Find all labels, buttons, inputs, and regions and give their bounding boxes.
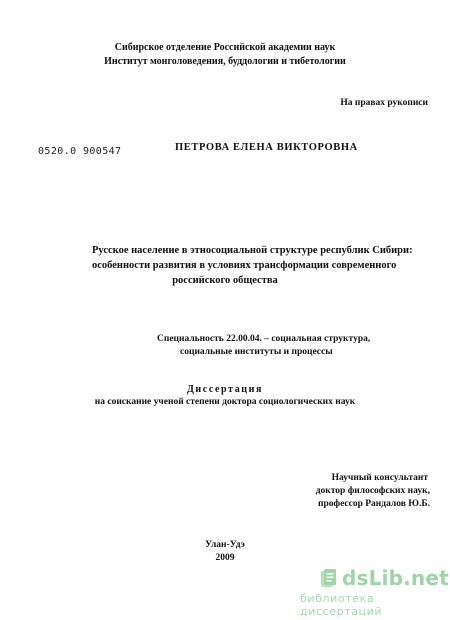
year: 2009: [215, 553, 235, 563]
advisor-label: Научный консультант: [331, 473, 428, 483]
institute-name: Институт монголоведения, буддологии и тибетологии: [104, 56, 346, 67]
dslib-logo-icon: [320, 568, 338, 590]
title-line-1: Русское население в этносоциальной структуре республик Сибири:: [92, 245, 413, 256]
degree-line: на соискание ученой степени доктора социологических наук: [94, 397, 356, 407]
watermark-title[interactable]: dsLib.net: [342, 566, 449, 590]
specialty-line-1: Специальность 22.00.04. – социальная структура,: [157, 334, 371, 344]
degree-label: Диссертация: [186, 384, 264, 395]
specialty-line-2: социальные институты и процессы: [180, 347, 333, 357]
author-name: ПЕТРОВА ЕЛЕНА ВИКТОРОВНА: [175, 142, 358, 153]
advisor-degree: доктор философских наук,: [315, 486, 430, 496]
manuscript-note: На правах рукописи: [340, 98, 428, 108]
advisor-name: профессор Рандалов Ю.Б.: [318, 499, 430, 509]
catalog-code: 0520.0 900547: [38, 146, 122, 157]
title-line-3: российского общества: [172, 275, 278, 286]
watermark-subtitle: библиотека диссертаций: [300, 592, 383, 618]
place: Улан-Удэ: [205, 540, 245, 550]
title-line-2: особенности развития в условиях трансформации современного: [92, 260, 397, 271]
academy-name: Сибирское отделение Российской академии наук: [114, 42, 336, 53]
